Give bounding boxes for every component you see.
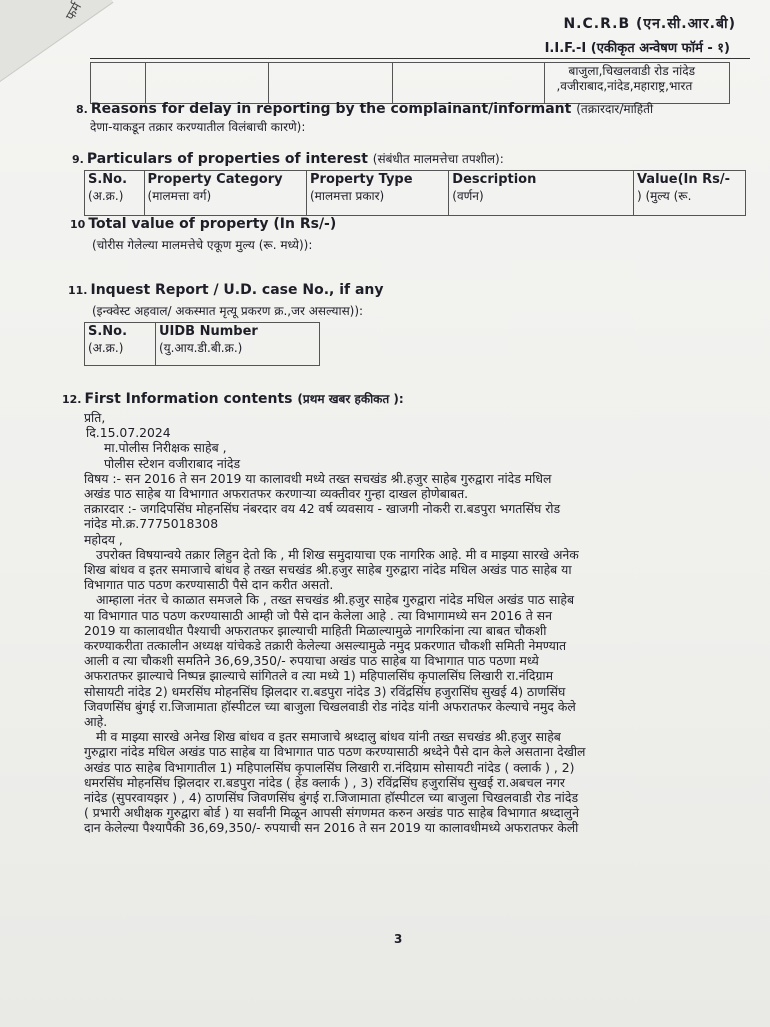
address-line-2: ,वजीराबाद,नांदेड,महाराष्ट्र,भारत bbox=[556, 79, 693, 93]
paragraph-2-line-3: 2019 या कालावधीत पैश्याची अफरातफर झाल्याची माहिती मिळाल्यामुळे नागरिकांना त्या बाबत चौकशी bbox=[84, 622, 547, 638]
paragraph-3-line-2: गुरुद्वारा नांदेड मधिल अखंड पाठ साहेब या विभागात पाठ पठण करण्यासाठी श्रध्देने पैसे दान केले असताना देखील bbox=[84, 744, 586, 760]
paragraph-3-line-4: धमरसिंघ मोहनसिंघ झिलदार रा.बडपुरा नांदेड ( हेड क्लार्क ) , 3) रविंद्रसिंघ हजुरासिंघ सुखई रा.अबचल नगर bbox=[84, 774, 565, 790]
paragraph-3-line-5: नांदेड (सुपरवायझर ) , 4) ठाणसिंघ जिवणसिंघ बुंगई रा.जिजामाता हॉस्पीटल च्या बाजुला चिखलवाडी रोड नांदेड bbox=[84, 790, 579, 806]
col-value: Value(In Rs/- ) (मुल्य (रू. bbox=[633, 171, 745, 216]
col-sno: S.No. (अ.क्र.) bbox=[85, 171, 145, 216]
paragraph-2-line-5: आली व त्या चौकशी समतिने 36,69,350/- रुपयाचा अखंड पाठ साहेब या विभागात पाठ पठणा मध्ये bbox=[84, 653, 539, 669]
corner-text: फर्म bbox=[63, 0, 86, 24]
paragraph-3-line-6: ( प्रभारी अधीक्षक गुरुद्वारा बोर्ड ) या सर्वांनी मिळून आपसी संगणमत करुन अखंड पाठ साहेब विभागात श्रध्दालुने bbox=[84, 805, 579, 821]
paragraph-2-line-1: आम्हाला नंतर चे काळात समजले कि , तख्त सचखंड श्री.हजुर साहेब गुरुद्वारा नांदेड मधिल अखंड पाठ साहेब bbox=[96, 592, 575, 608]
paragraph-3-line-7: दान केलेल्या पैश्यापैकी 36,69,350/- रुपयाची सन 2016 ते सन 2019 या कालावधीमध्ये अफरातफर केली bbox=[84, 820, 579, 836]
first-information-body bbox=[84, 410, 734, 836]
ncrb-header: N.C.R.B (एन.सी.आर.बी) bbox=[563, 16, 736, 32]
paragraph-2-line-8: जिवणसिंघ बुंगई रा.जिजामाता हॉस्पीटल च्या बाजुला चिखलवाडी रोड नांदेड यांनी अफरातफर केल्याचे नमुद केले bbox=[84, 698, 576, 714]
paragraph-3-line-1: मी व माझ्या सारखे अनेख शिख बांधव व इतर समाजाचे श्रध्दालु बांधव यांनी तख्त सचखंड श्री.हजुर साहेब bbox=[96, 729, 561, 745]
paragraph-1-line-2: शिख बांधव व इतर समाजाचे बांधव हे तख्त सचखंड श्री.हजुर साहेब गुरुद्वारा नांदेड मधिल अखंड पाठ साहेब या bbox=[84, 562, 572, 578]
section-12-heading: 12. First Information contents (प्रथम खबर हकीकत ): bbox=[62, 391, 404, 407]
col-property-category: Property Category (मालमत्ता वर्ग) bbox=[144, 171, 306, 216]
section-10-heading: 10 Total value of property (In Rs/-) bbox=[70, 216, 337, 232]
section-9-heading: 9. Particulars of properties of interest (संबंधीत मालमत्तेचा तपशील): bbox=[72, 151, 504, 167]
section-10-subtitle: (चोरीस गेलेल्या मालमत्तेचे एकूण मुल्य (रू. मध्ये)): bbox=[92, 238, 313, 252]
col-uidb-number: UIDB Number (यु.आय.डी.बी.क्र.) bbox=[156, 323, 320, 366]
paragraph-2-line-6: अफरातफर झाल्याचे निष्पन्न झाल्याचे सांगितले व त्या मध्ये 1) महिपालसिंघ कृपालसिंघ लिखारी रा.नंदिग्राम bbox=[84, 668, 554, 684]
section-8-heading: 8. Reasons for delay in reporting by the complainant/informant (तक्रारदार/माहिती bbox=[76, 101, 654, 117]
paragraph-3-line-3: अखंड पाठ साहेब विभागातील 1) महिपालसिंघ कृपालसिंघ लिखारी रा.नंदिग्राम सोसायटी नांदेड ( क्लार्क ) , 2) bbox=[84, 759, 575, 775]
paragraph-2-line-7: सोसायटी नांदेड 2) धमरसिंघ मोहनसिंघ झिलदार रा.बडपुरा नांदेड 3) रविंद्रसिंघ हजुरासिंघ सुखई 4) ठाणसिंघ bbox=[84, 683, 566, 699]
paragraph-2-line-2: या विभागात पाठ पठण करण्यासाठी आम्ही जो पैसे दान केलेला आहे . त्या विभागामध्ये सन 2016 ते सन bbox=[84, 607, 553, 623]
properties-table bbox=[84, 170, 746, 216]
addressee-line-2: पोलीस स्टेशन वजीराबाद नांदेड bbox=[104, 455, 241, 471]
paragraph-2-line-9: आहे. bbox=[84, 714, 108, 730]
complainant-line-1: तक्रारदार :- जगदिपसिंघ मोहनसिंघ नंबरदार वय 42 वर्ष व्यवसाय - खाजगी नोकरी रा.बडपुरा भगतसिंघ रोड bbox=[84, 501, 561, 517]
section-11-heading: 11. Inquest Report / U.D. case No., if any bbox=[68, 282, 384, 298]
header-rule bbox=[90, 58, 750, 59]
section-11-subtitle: (इन्क्वेस्ट अहवाल/ अकस्मात मृत्यू प्रकरण क्र.,जर असल्यास)): bbox=[92, 304, 364, 318]
salutation-to: प्रति, bbox=[84, 410, 106, 425]
paragraph-1-line-1: उपरोक्त विषयान्वये तक्रार लिहुन देतो कि , मी शिख समुदायाचा एक नागरिक आहे. मी व माझ्या सारखे अनेक bbox=[96, 546, 579, 562]
form-title: I.I.F.-I (एकीकृत अन्वेषण फॉर्म - १) bbox=[544, 41, 730, 56]
subject-line-2: अखंड पाठ साहेब या विभागात अफरातफर करणाऱ्या व्यक्तीवर गुन्हा दाखल होणेबाबत. bbox=[84, 486, 469, 502]
page-number: 3 bbox=[394, 932, 403, 946]
uidb-table bbox=[84, 322, 320, 366]
col-sno: S.No. (अ.क्र.) bbox=[85, 323, 156, 366]
section-8-subtitle: देणा-याकडून तक्रार करण्यातील विलंबाची कारणे): bbox=[90, 120, 306, 134]
continuation-table bbox=[90, 62, 730, 104]
greeting: महोदय , bbox=[84, 531, 123, 547]
paragraph-1-line-3: विभागात पाठ पठण करण्यासाठी पैसे दान करीत असतो. bbox=[84, 577, 334, 593]
addressee-line-1: मा.पोलीस निरीक्षक साहेब , bbox=[104, 440, 227, 456]
complainant-line-2: नांदेड मो.क्र.7775018308 bbox=[84, 516, 219, 532]
subject-line-1: विषय :- सन 2016 ते सन 2019 या कालावधी मध्ये तख्त सचखंड श्री.हजुर साहेब गुरुद्वारा नांदेड मधिल bbox=[84, 470, 552, 486]
date: दि.15.07.2024 bbox=[86, 425, 171, 441]
address-line-1: बाजुला,चिखलवाडी रोड नांदेड bbox=[568, 64, 696, 78]
paragraph-2-line-4: करण्याकरीता तत्कालीन अध्यक्ष यांचेकडे तक्रारी केलेल्या असल्यामुळे नमुद प्रकरणात चौकशी समिती नेमण्यात bbox=[84, 638, 567, 654]
col-property-type: Property Type (मालमत्ता प्रकार) bbox=[307, 171, 449, 216]
col-description: Description (वर्णन) bbox=[449, 171, 634, 216]
